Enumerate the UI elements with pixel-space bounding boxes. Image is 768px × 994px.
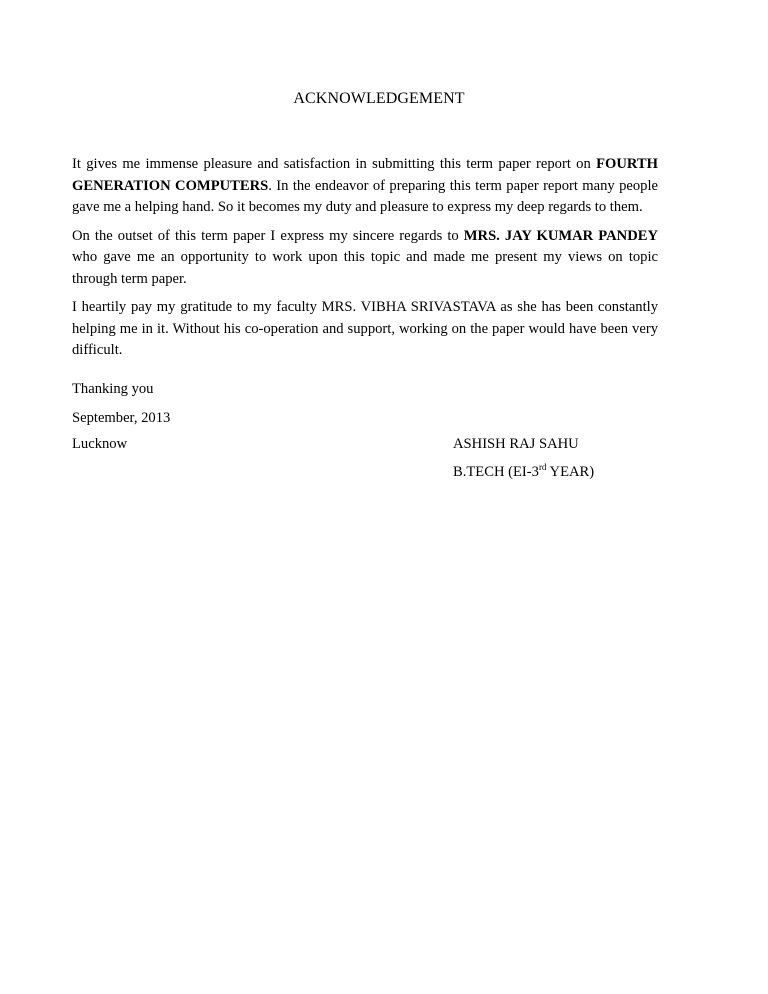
signature-course	[453, 462, 594, 484]
course-pre: B.TECH (EI-3	[453, 463, 539, 480]
paragraph-2-pre: On the outset of this term paper I express my sincere regards to	[72, 227, 464, 244]
paragraph-3: I heartily pay my gratitude to my faculty MRS. VIBHA SRIVASTAVA as she has been constantly helping me in it. Without his co-operation and support, working on the paper would have been very difficult.	[72, 299, 658, 358]
paragraph-2-bold: MRS. JAY KUMAR PANDEY	[463, 227, 658, 244]
paragraph-1	[72, 154, 658, 219]
paragraph-2-post: who gave me an opportunity to work upon this topic and made me present my views on topic through term paper.	[72, 249, 658, 287]
course-sup: rd	[538, 461, 547, 472]
course-post: YEAR)	[546, 463, 595, 480]
closing-block	[72, 379, 658, 436]
signature-block	[453, 434, 594, 489]
paragraph-1-pre: It gives me immense pleasure and satisfaction in submitting this term paper report on	[72, 156, 597, 172]
thanking-line: Thanking you	[72, 381, 154, 397]
paragraph-1-post: . In the endeavor of preparing this term paper report many people gave me a helping hand. So it becomes my duty and pleasure to express my deep regards to them.	[72, 177, 658, 215]
page-title: ACKNOWLEDGEMENT	[293, 90, 465, 107]
paragraph-1-bold: FOURTH GENERATION COMPUTERS	[72, 156, 658, 194]
paragraph-2	[72, 226, 658, 291]
body-text	[72, 154, 658, 369]
signature-name: ASHISH RAJ SAHU	[453, 436, 579, 452]
place-line: Lucknow	[72, 436, 128, 452]
date-line: September, 2013	[72, 409, 171, 426]
